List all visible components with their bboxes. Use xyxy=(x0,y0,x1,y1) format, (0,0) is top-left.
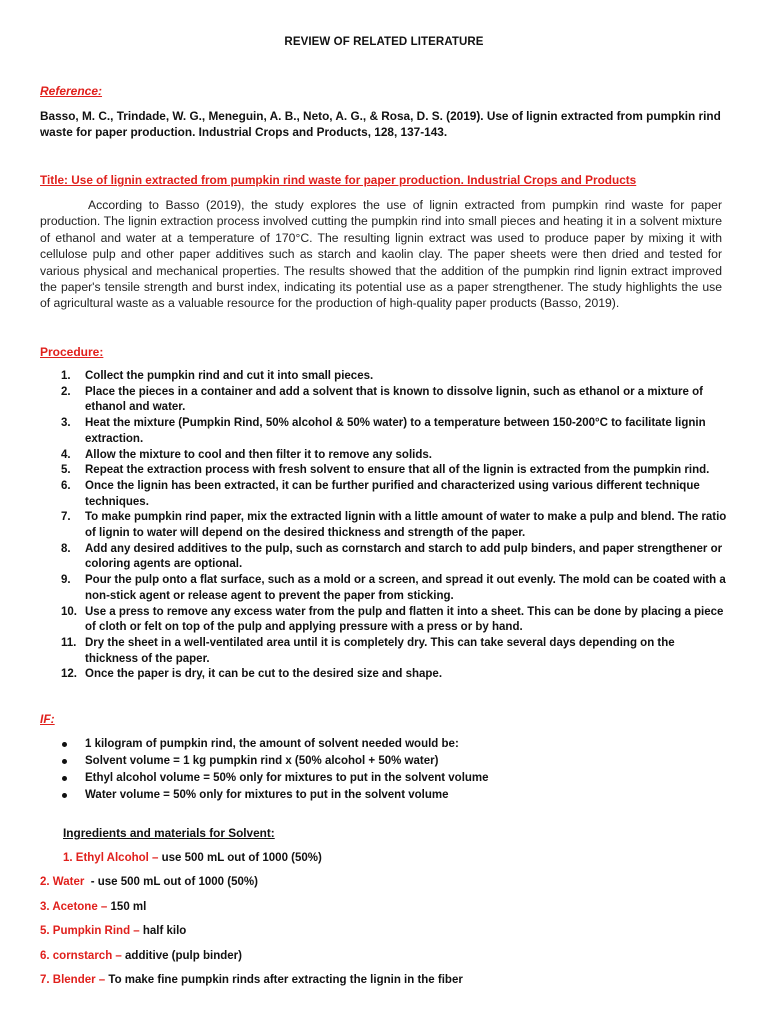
procedure-step xyxy=(40,479,730,510)
ingredients-heading: Ingredients and materials for Solvent: xyxy=(63,826,275,840)
step-text: Add any desired additives to the pulp, such as cornstarch and starch to add pulp binders, and paper strengthener or coloring agents are optional. xyxy=(85,542,723,571)
step-number: 12. xyxy=(61,668,77,681)
step-number: 6. xyxy=(61,479,71,492)
procedure-step xyxy=(40,416,730,447)
ingredient-item xyxy=(40,950,242,962)
procedure-step xyxy=(40,463,730,479)
step-text: Dry the sheet in a well-ventilated area until it is completely dry. This can take several days depending on the thickness of the paper. xyxy=(85,636,675,665)
procedure-step xyxy=(40,448,730,464)
ingredient-name: 2. Water xyxy=(40,876,85,888)
bullet-item: Solvent volume = 1 kg pumpkin rind x (50% alcohol + 50% water) xyxy=(40,753,730,770)
step-number: 10. xyxy=(61,605,77,618)
procedure-step xyxy=(40,510,730,541)
step-text: Place the pieces in a container and add a solvent that is known to dissolve lignin, such as ethanol or a mixture of ethanol and water. xyxy=(85,385,703,414)
bullet-item: 1 kilogram of pumpkin rind, the amount of solvent needed would be: xyxy=(40,736,730,753)
step-number: 11. xyxy=(61,636,77,649)
procedure-step xyxy=(40,369,730,385)
ingredient-name: 6. cornstarch – xyxy=(40,950,122,962)
procedure-step xyxy=(40,573,730,604)
step-number: 7. xyxy=(61,511,71,524)
ingredient-item xyxy=(40,925,186,937)
step-text: To make pumpkin rind paper, mix the extracted lignin with a little amount of water to make a pulp and blend. The ratio of lignin to water will depend on the desired thickness and strength of the paper. xyxy=(85,511,727,540)
step-text: Pour the pulp onto a flat surface, such as a mold or a screen, and spread it out evenly. The mold can be coated with a non-stick agent or release agent to prevent the paper from sticking. xyxy=(85,574,726,602)
reference-label: Reference: xyxy=(40,84,103,98)
reference-text: Basso, M. C., Trindade, W. G., Meneguin, A. B., Neto, A. G., & Rosa, D. S. (2019). Use of lignin extracted from pumpkin rind waste for paper production. Industrial Crops and Products, 128, 137-143. xyxy=(40,109,721,139)
ingredient-item xyxy=(63,852,322,864)
procedure-step xyxy=(40,667,730,683)
step-text: Repeat the extraction process with fresh solvent to ensure that all of the lignin is extracted from the pumpkin rind. xyxy=(85,464,710,477)
step-number: 2. xyxy=(61,385,71,398)
summary-paragraph: According to Basso (2019), the study explores the use of lignin extracted from pumpkin rind waste for paper production. The lignin extraction process involved cutting the pumpkin rind into small pieces and heating it in a solvent mixture of ethanol and water at a temperature of 170°C. The resulting lignin extract was used to produce paper by mixing it with cellulose pulp and other paper additives such as starch and kaolin clay. The paper sheets were then dried and tested for various physical and mechanical properties. The results showed that the addition of the pumpkin rind lignin extract improved the paper's tensile strength and burst index, indicating its potential use as a paper strengthener. The study highlights the use of agricultural waste as a valuable resource for the production of high-quality paper products (Basso, 2019). xyxy=(40,198,722,311)
ingredient-desc: To make fine pumpkin rinds after extracting the lignin in the fiber xyxy=(105,974,463,986)
procedure-step xyxy=(40,385,730,416)
step-text: Use a press to remove any excess water from the pulp and flatten it into a sheet. This can be done by placing a piece of cloth or felt on top of the pulp and applying pressure with a press or by hand. xyxy=(85,605,724,634)
ingredient-name: 1. Ethyl Alcohol – xyxy=(63,852,159,864)
ingredient-name: 7. Blender – xyxy=(40,974,106,986)
ingredient-name: 5. Pumpkin Rind – xyxy=(40,925,140,937)
procedure-step xyxy=(40,542,730,573)
if-label: IF: xyxy=(40,712,55,726)
ingredient-desc: use 500 mL out of 1000 (50%) xyxy=(158,852,322,864)
bullet-item: Ethyl alcohol volume = 50% only for mixtures to put in the solvent volume xyxy=(40,770,730,787)
ingredient-name: 3. Acetone – xyxy=(40,901,108,913)
step-text: Collect the pumpkin rind and cut it into small pieces. xyxy=(85,370,374,382)
ingredient-desc: half kilo xyxy=(139,925,187,937)
procedure-label: Procedure: xyxy=(40,345,104,359)
ingredient-desc: additive (pulp binder) xyxy=(121,950,242,962)
ingredient-desc: - use 500 mL out of 1000 (50%) xyxy=(84,876,258,888)
procedure-step xyxy=(40,605,730,636)
step-number: 3. xyxy=(61,417,71,430)
page-title: REVIEW OF RELATED LITERATURE xyxy=(284,36,484,48)
step-number: 1. xyxy=(61,370,71,382)
paper-title: Title: Use of lignin extracted from pumpkin rind waste for paper production. Industrial Crops and Products xyxy=(40,173,637,187)
step-text: Allow the mixture to cool and then filter it to remove any solids. xyxy=(85,448,432,461)
bullet-item: Water volume = 50% only for mixtures to put in the solvent volume xyxy=(40,787,730,804)
step-text: Once the paper is dry, it can be cut to the desired size and shape. xyxy=(85,668,443,681)
ingredient-desc: 150 ml xyxy=(107,901,147,913)
step-text: Heat the mixture (Pumpkin Rind, 50% alcohol & 50% water) to a temperature between 150-200°C to facilitate lignin extraction. xyxy=(85,417,706,445)
ingredient-item xyxy=(40,974,463,986)
ingredient-item xyxy=(40,901,146,913)
step-number: 8. xyxy=(61,542,71,555)
procedure-step xyxy=(40,636,730,667)
procedure-list xyxy=(40,369,730,683)
step-text: Once the lignin has been extracted, it can be further purified and characterized using various different technique techniques. xyxy=(85,479,700,508)
step-number: 9. xyxy=(61,574,71,587)
calculation-bullet-list xyxy=(40,736,730,804)
step-number: 4. xyxy=(61,448,71,461)
ingredient-item xyxy=(40,876,258,888)
step-number: 5. xyxy=(61,464,71,477)
